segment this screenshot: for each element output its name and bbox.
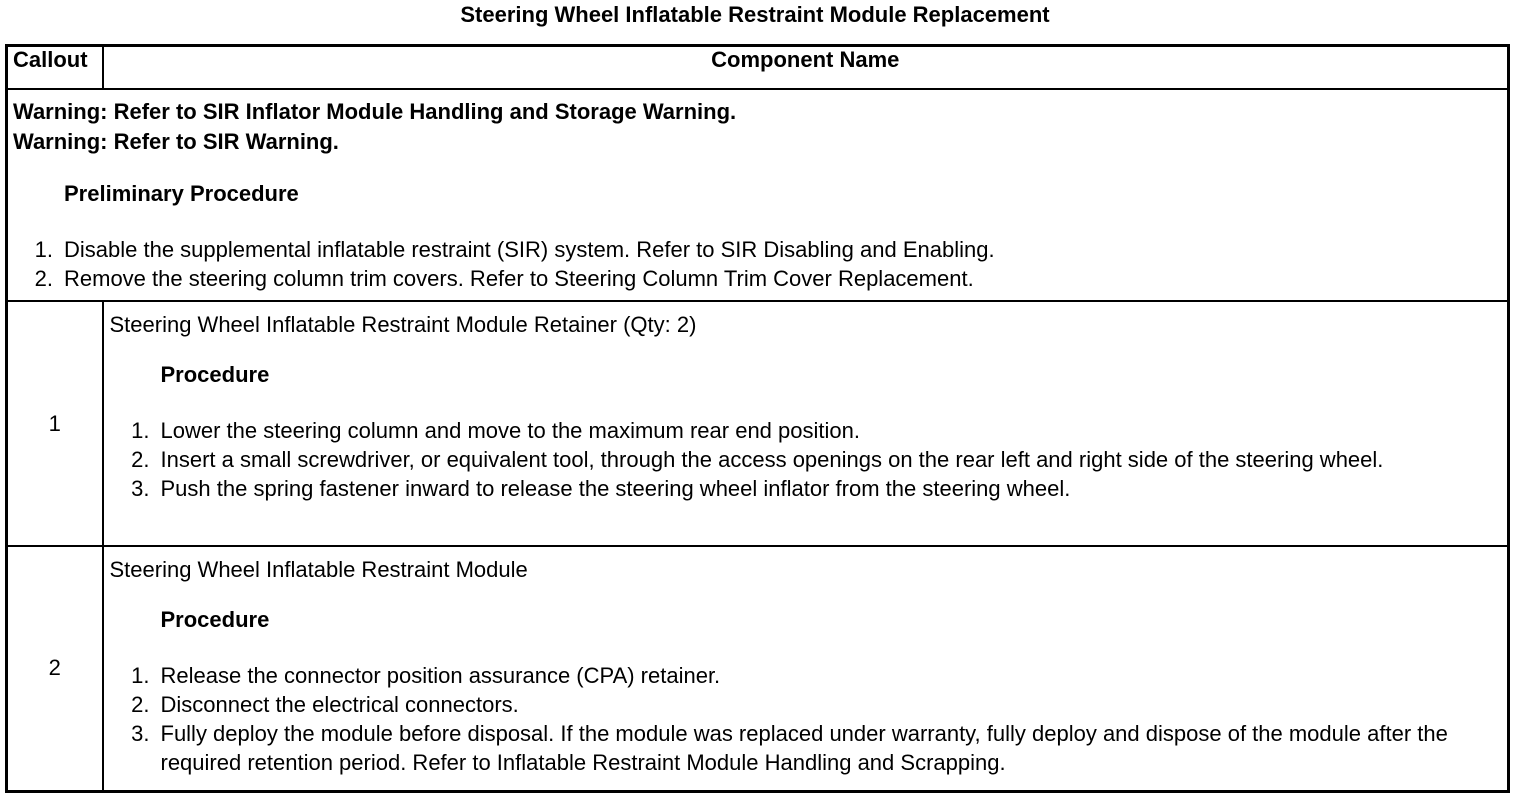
warnings-cell bbox=[7, 89, 1509, 301]
list-item bbox=[110, 719, 1508, 777]
list-item bbox=[13, 235, 1507, 264]
warnings-row bbox=[7, 89, 1509, 301]
step-text: Lower the steering column and move to the maximum rear end position. bbox=[160, 418, 860, 443]
list-item bbox=[110, 690, 1508, 719]
list-item bbox=[110, 445, 1508, 474]
step-text: Fully deploy the module before disposal. If the module was replaced under warranty, fully deploy and dispose of the module after the required retention period. Refer to Inflatable Restraint Module Handling and Scrapping. bbox=[160, 721, 1448, 775]
component-name: Steering Wheel Inflatable Restraint Module bbox=[109, 557, 528, 582]
list-item bbox=[110, 416, 1508, 445]
step-text: Disable the supplemental inflatable restraint (SIR) system. Refer to SIR Disabling and Enabling. bbox=[64, 237, 995, 262]
warning-sir-inflator: Warning: Refer to SIR Inflator Module Handling and Storage Warning. bbox=[13, 99, 737, 124]
step-number: 1. bbox=[34, 237, 53, 262]
table-header-row bbox=[7, 46, 1509, 90]
list-item bbox=[110, 474, 1508, 503]
callout-header: Callout bbox=[7, 46, 103, 90]
step-number: 2. bbox=[131, 447, 150, 472]
step-number: 1. bbox=[131, 418, 150, 443]
step-number: 1. bbox=[131, 663, 150, 688]
step-text: Disconnect the electrical connectors. bbox=[160, 692, 519, 717]
procedure-heading: Procedure bbox=[160, 607, 270, 632]
procedure-steps-list bbox=[110, 416, 1508, 503]
step-number: 2. bbox=[34, 266, 53, 291]
component-cell bbox=[103, 546, 1509, 791]
preliminary-procedure-heading: Preliminary Procedure bbox=[64, 181, 299, 206]
table-row bbox=[7, 301, 1509, 546]
procedure-heading: Procedure bbox=[160, 362, 270, 387]
step-text: Remove the steering column trim covers. Refer to Steering Column Trim Cover Replacement. bbox=[64, 266, 974, 291]
preliminary-steps-list bbox=[13, 235, 1507, 293]
procedure-steps-list bbox=[110, 661, 1508, 777]
list-item bbox=[13, 264, 1507, 293]
component-name: Steering Wheel Inflatable Restraint Module Retainer (Qty: 2) bbox=[109, 312, 697, 337]
procedure-table bbox=[5, 44, 1510, 793]
step-number: 3. bbox=[131, 721, 150, 746]
step-number: 3. bbox=[131, 476, 150, 501]
list-item bbox=[110, 661, 1508, 690]
step-text: Insert a small screwdriver, or equivalent tool, through the access openings on the rear left and right side of the steering wheel. bbox=[160, 447, 1384, 472]
callout-number: 1 bbox=[7, 301, 103, 546]
callout-number: 2 bbox=[7, 546, 103, 791]
step-text: Release the connector position assurance (CPA) retainer. bbox=[160, 663, 721, 688]
table-row bbox=[7, 546, 1509, 791]
page-title: Steering Wheel Inflatable Restraint Module Replacement bbox=[460, 2, 1050, 27]
component-cell bbox=[103, 301, 1509, 546]
step-number: 2. bbox=[131, 692, 150, 717]
step-text: Push the spring fastener inward to release the steering wheel inflator from the steering wheel. bbox=[160, 476, 1071, 501]
warning-sir: Warning: Refer to SIR Warning. bbox=[13, 129, 339, 154]
component-name-header: Component Name bbox=[103, 46, 1509, 90]
